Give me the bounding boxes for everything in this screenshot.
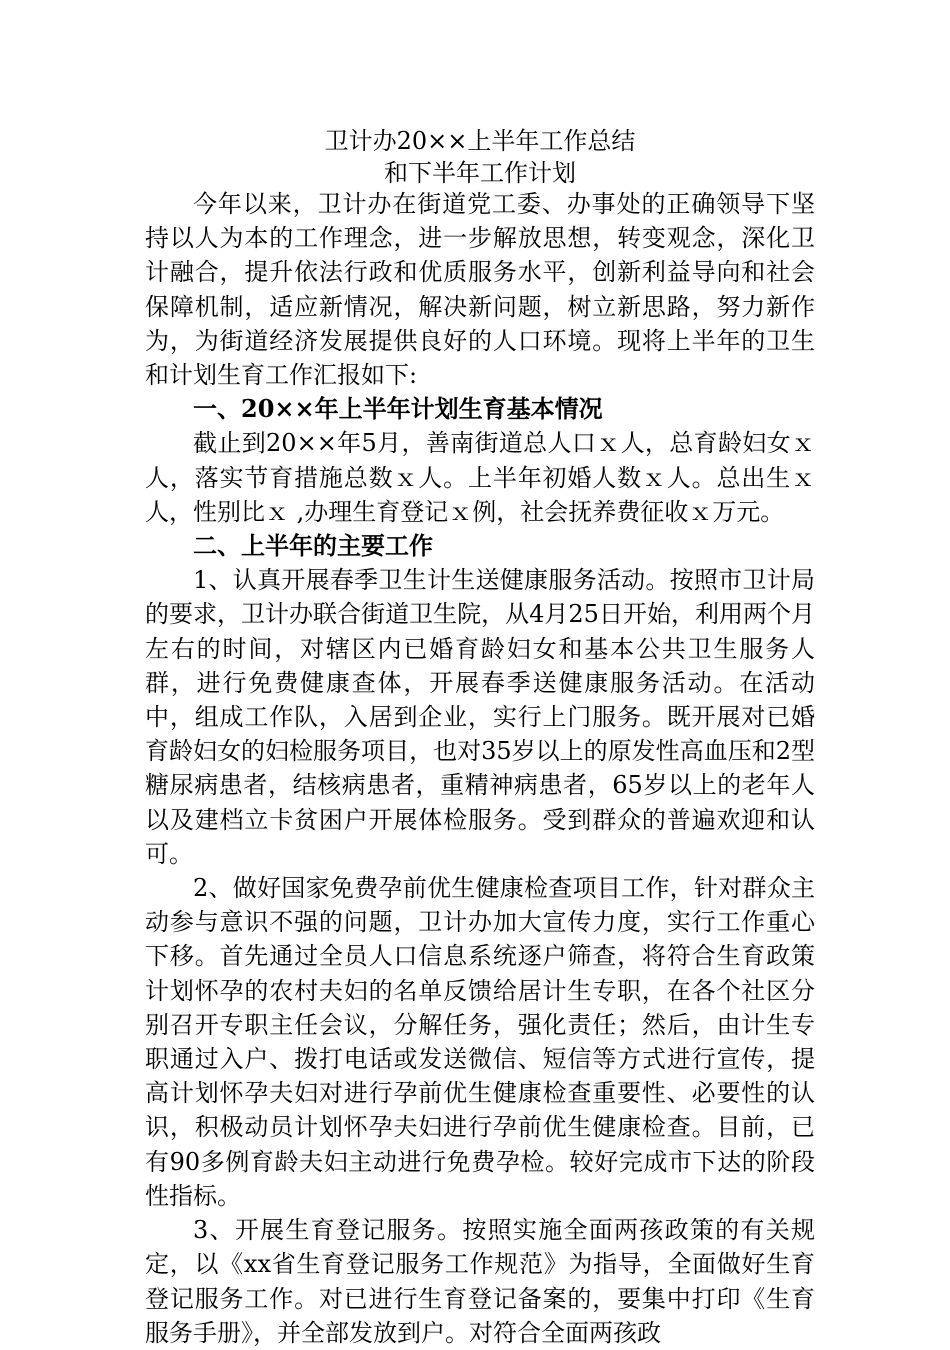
document-title-line2: 和下半年工作计划 (384, 159, 576, 187)
document-body (145, 127, 815, 1350)
intro-paragraph: 今年以来，卫计办在街道党工委、办事处的正确领导下坚持以人为本的工作理念，进一步解放思想，转变观念，深化卫计融合，提升依法行政和优质服务水平，创新利益导向和社会保障机制，适应新情况，解决新问题，树立新思路，努力新作为，为街道经济发展提供良好的人口环境。现将上半年的卫生和计划生育工作汇报如下: (145, 190, 815, 390)
section1-heading: 一、20××年上半年计划生育基本情况 (193, 394, 603, 424)
work-item-2: 2、做好国家免费孕前优生健康检查项目工作，针对群众主动参与意识不强的问题，卫计办加大宣传力度，实行工作重心下移。首先通过全员人口信息系统逐户筛查，将符合生育政策计划怀孕的农村夫妇的名单反馈给居计生专职，在各个社区分别召开专职主任会议，分解任务，强化责任；然后，由计生专职通过入户、拨打电话或发送微信、短信等方式进行宣传，提高计划怀孕夫妇对进行孕前优生健康检查重要性、必要性的认识，积极动员计划怀孕夫妇进行孕前优生健康检查。目前，已有90多例育龄夫妇主动进行免费孕检。较好完成市下达的阶段性指标。 (145, 874, 815, 1210)
section2-heading: 二、上半年的主要工作 (193, 531, 433, 561)
work-item-1: 1、认真开展春季卫生计生送健康服务活动。按照市卫计局的要求，卫计办联合街道卫生院，从4月25日开始，利用两个月左右的时间，对辖区内已婚育龄妇女和基本公共卫生服务人群，进行免费健康查体，开展春季送健康服务活动。在活动中，组成工作队，入居到企业，实行上门服务。既开展对已婚育龄妇女的妇检服务项目，也对35岁以上的原发性高血压和2型糖尿病患者，结核病患者，重精神病患者，65岁以上的老年人以及建档立卡贫困户开展体检服务。受到群众的普遍欢迎和认可。 (145, 566, 815, 868)
document-title-line1: 卫计办20××上半年工作总结 (324, 127, 636, 155)
work-item-3: 3、开展生育登记服务。按照实施全面两孩政策的有关规定，以《xx省生育登记服务工作规范》为指导，全面做好生育登记服务工作。对已进行生育登记备案的，要集中打印《生育服务手册》，并全部发放到户。对符合全面两孩政 (145, 1216, 815, 1347)
section1-paragraph: 截止到20××年5月，善南街道总人口ｘ人，总育龄妇女ｘ人，落实节育措施总数ｘ人。上半年初婚人数ｘ人。总出生ｘ人，性别比ｘ ,办理生育登记ｘ例，社会抚养费征收ｘ万元。 (145, 429, 815, 526)
